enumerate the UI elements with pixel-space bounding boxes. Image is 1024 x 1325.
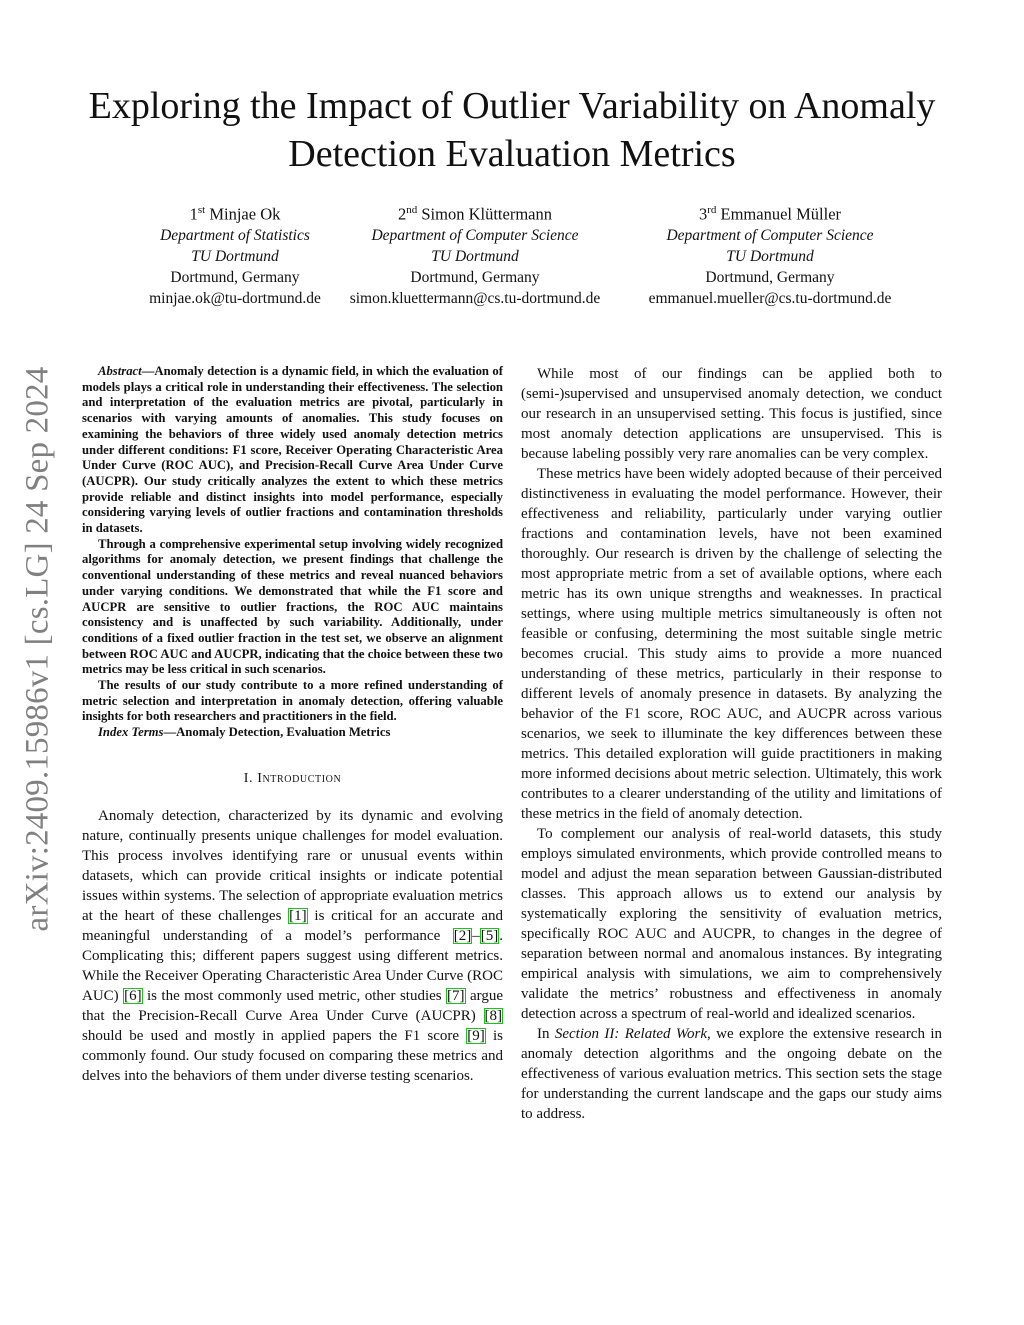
intro-text: is the most commonly used metric, other studies [142, 987, 447, 1004]
citation-link[interactable]: [2] [453, 927, 472, 944]
author-location: Dortmund, Germany [410, 268, 540, 286]
left-column [82, 364, 503, 1086]
author-email: minjae.ok@tu-dortmund.de [149, 289, 321, 307]
right-column [521, 364, 942, 1124]
citation-link[interactable]: [6] [124, 987, 142, 1004]
author-ordinal-suffix: rd [707, 204, 717, 216]
author-name: Minjae Ok [209, 204, 281, 224]
intro-text: should be used and mostly in applied papers the F1 score [82, 1027, 467, 1044]
intro-text: Anomaly detection, characterized by its dynamic and evolving nature, continually presents unique challenges for model evaluation. This process involves identifying rare or unusual events within datasets, which can provide critical insights or indicate potential issues within systems. The selection of appropriate evaluation metrics at the heart of these challenges [82, 807, 503, 924]
citation-link[interactable]: [9] [467, 1027, 485, 1044]
index-terms [82, 725, 503, 741]
author-institution: TU Dortmund [726, 247, 814, 265]
abstract-text: —Anomaly detection is a dynamic field, in which the evaluation of models plays a critical role in understanding their effectiveness. The selection and interpretation of the evaluation metrics are pivotal, particularly in scenarios with varying amounts of anomalies. This study focuses on examining the behaviors of three widely used anomaly detection metrics under different conditions: F1 score, Receiver Operating Characteristic Area Under Curve (ROC AUC), and Precision-Recall Curve Area Under Curve (AUCPR). Our study critically analyzes the extent to which these metrics provide reliable and distinct insights into model performance, especially considering varying levels of outlier fractions and contamination thresholds in datasets. [82, 364, 503, 536]
author-ordinal: 3 [698, 204, 708, 224]
author-email: emmanuel.mueller@cs.tu-dortmund.de [648, 289, 892, 307]
author-department: Department of Computer Science [666, 226, 874, 244]
author-location: Dortmund, Germany [705, 268, 835, 286]
author-name: Simon Klüttermann [421, 204, 552, 224]
citation-link[interactable]: [5] [480, 927, 499, 944]
citation-link[interactable]: [1] [289, 907, 307, 924]
author-block-2 [325, 200, 625, 309]
body-paragraph [521, 1024, 942, 1124]
author-email: simon.kluettermann@cs.tu-dortmund.de [349, 289, 601, 307]
body-text: , we explore the extensive research in anomaly detection algorithms and the ongoing debate on the effectiveness of various evaluation metrics. This section sets the stage for understanding the current landscape and the gaps our study aims to address. [521, 1026, 942, 1122]
intro-text: is critical for an accurate and meaningful understanding of a model’s performance [82, 907, 503, 944]
intro-paragraph [82, 806, 503, 1086]
index-terms-text: —Anomaly Detection, Evaluation Metrics [163, 725, 391, 740]
citation-link[interactable]: [7] [447, 987, 465, 1004]
intro-body [82, 806, 503, 1086]
citation-link[interactable]: [8] [484, 1007, 502, 1024]
author-department: Department of Statistics [160, 226, 310, 244]
paper-title: Exploring the Impact of Outlier Variability on Anomaly Detection Evaluation Metrics [88, 85, 936, 175]
section-title-text: Introduction [257, 770, 342, 786]
body-paragraph: To complement our analysis of real-world datasets, this study employs simulated environments, which provide controlled means to model and adjust the mean separation between Gaussian-distributed classes. This approach allows us to extend our analysis by systematically exploring the sensitivity of evaluation metrics, specifically ROC AUC and AUCPR, to changes in the degree of separation between normal and anomalous instances. By integrating empirical analysis with simulations, we aim to comprehensively validate the metrics’ robustness and effectiveness in anomaly detection across a spectrum of real-world and idealized scenarios. [521, 826, 942, 1022]
body-text: In [537, 1026, 555, 1042]
author-ordinal-suffix: st [197, 204, 206, 216]
intro-text: argue that the Precision-Recall Curve Area Under Curve (AUCPR) [82, 987, 504, 1024]
author-ordinal-suffix: nd [406, 204, 418, 216]
arxiv-watermark [12, 356, 64, 942]
abstract-paragraph [82, 364, 503, 537]
author-ordinal: 1 [189, 204, 198, 224]
author-block-1 [110, 200, 360, 309]
section-numeral: I. [243, 770, 254, 786]
intro-text: – [472, 927, 480, 944]
abstract-paragraph: The results of our study contribute to a more refined understanding of metric selection and interpretation in anomaly detection, offering valuable insights for both researchers and practitioners in the field. [82, 678, 503, 724]
author-department: Department of Computer Science [371, 226, 579, 244]
body-paragraph: While most of our findings can be applied both to (semi-)supervised and unsupervised anomaly detection, we conduct our research in an unsupervised setting. This focus is justified, since most anomaly detection applications are unsupervised. This is because labeling possibly very rare anomalies can be very complex. [521, 366, 942, 462]
arxiv-id: arXiv:2409.15986v1 [cs.LG] 24 Sep 2024 [19, 366, 56, 932]
abstract [82, 364, 503, 741]
body-paragraph: These metrics have been widely adopted because of their perceived distinctiveness in evaluating the model performance. However, their effectiveness and reliability, particularly under varying outlier fractions and contamination levels, have not been examined thoroughly. Our research is driven by the challenge of selecting the most appropriate metric from a set of available options, where each metric has its own unique strengths and weaknesses. In practical settings, where using multiple metrics simultaneously is often not feasible or confusing, determining the most suitable single metric becomes crucial. This study aims to provide a more nuanced understanding of these metrics, particularly in their response to different levels of anomaly presence in datasets. By analyzing the behavior of the F1 score, ROC AUC, and AUCPR across various scenarios, we seek to illuminate the key differences between these metrics. This detailed exploration will guide practitioners in making more informed decisions about metric selection. Ultimately, this work contributes to a clearer understanding of the utility and limitations of these metrics in the field of anomaly detection. [521, 466, 942, 822]
section-reference: Section II: Related Work [554, 1026, 708, 1042]
abstract-label: Abstract [98, 364, 142, 378]
author-location: Dortmund, Germany [170, 268, 300, 286]
author-institution: TU Dortmund [431, 247, 519, 265]
index-terms-label: Index Terms [98, 725, 164, 740]
author-ordinal: 2 [398, 204, 407, 224]
author-block-3 [620, 200, 920, 309]
section-heading [82, 771, 503, 787]
author-name: Emmanuel Müller [720, 204, 842, 224]
intro-text: is commonly found. Our study focused on comparing these metrics and delves into the behaviors of them under diverse testing scenarios. [82, 1027, 503, 1084]
author-institution: TU Dortmund [191, 247, 279, 265]
abstract-paragraph: Through a comprehensive experimental setup involving widely recognized algorithms for anomaly detection, we present findings that challenge the conventional understanding of these metrics and reveal nuanced behaviors under varying conditions. We demonstrated that while the F1 score and AUCPR are sensitive to outlier fractions, the ROC AUC maintains consistency and is unaffected by such variability. Additionally, under conditions of a fixed outlier fraction in the test set, we observe an alignment between ROC AUC and AUCPR, indicating that the choice between these two metrics may be less critical in such scenarios. [82, 536, 503, 677]
intro-text: . Complicating this; different papers suggest using different metrics. While the Receiver Operating Characteristic Area Under Curve (ROC AUC) [82, 927, 503, 1004]
